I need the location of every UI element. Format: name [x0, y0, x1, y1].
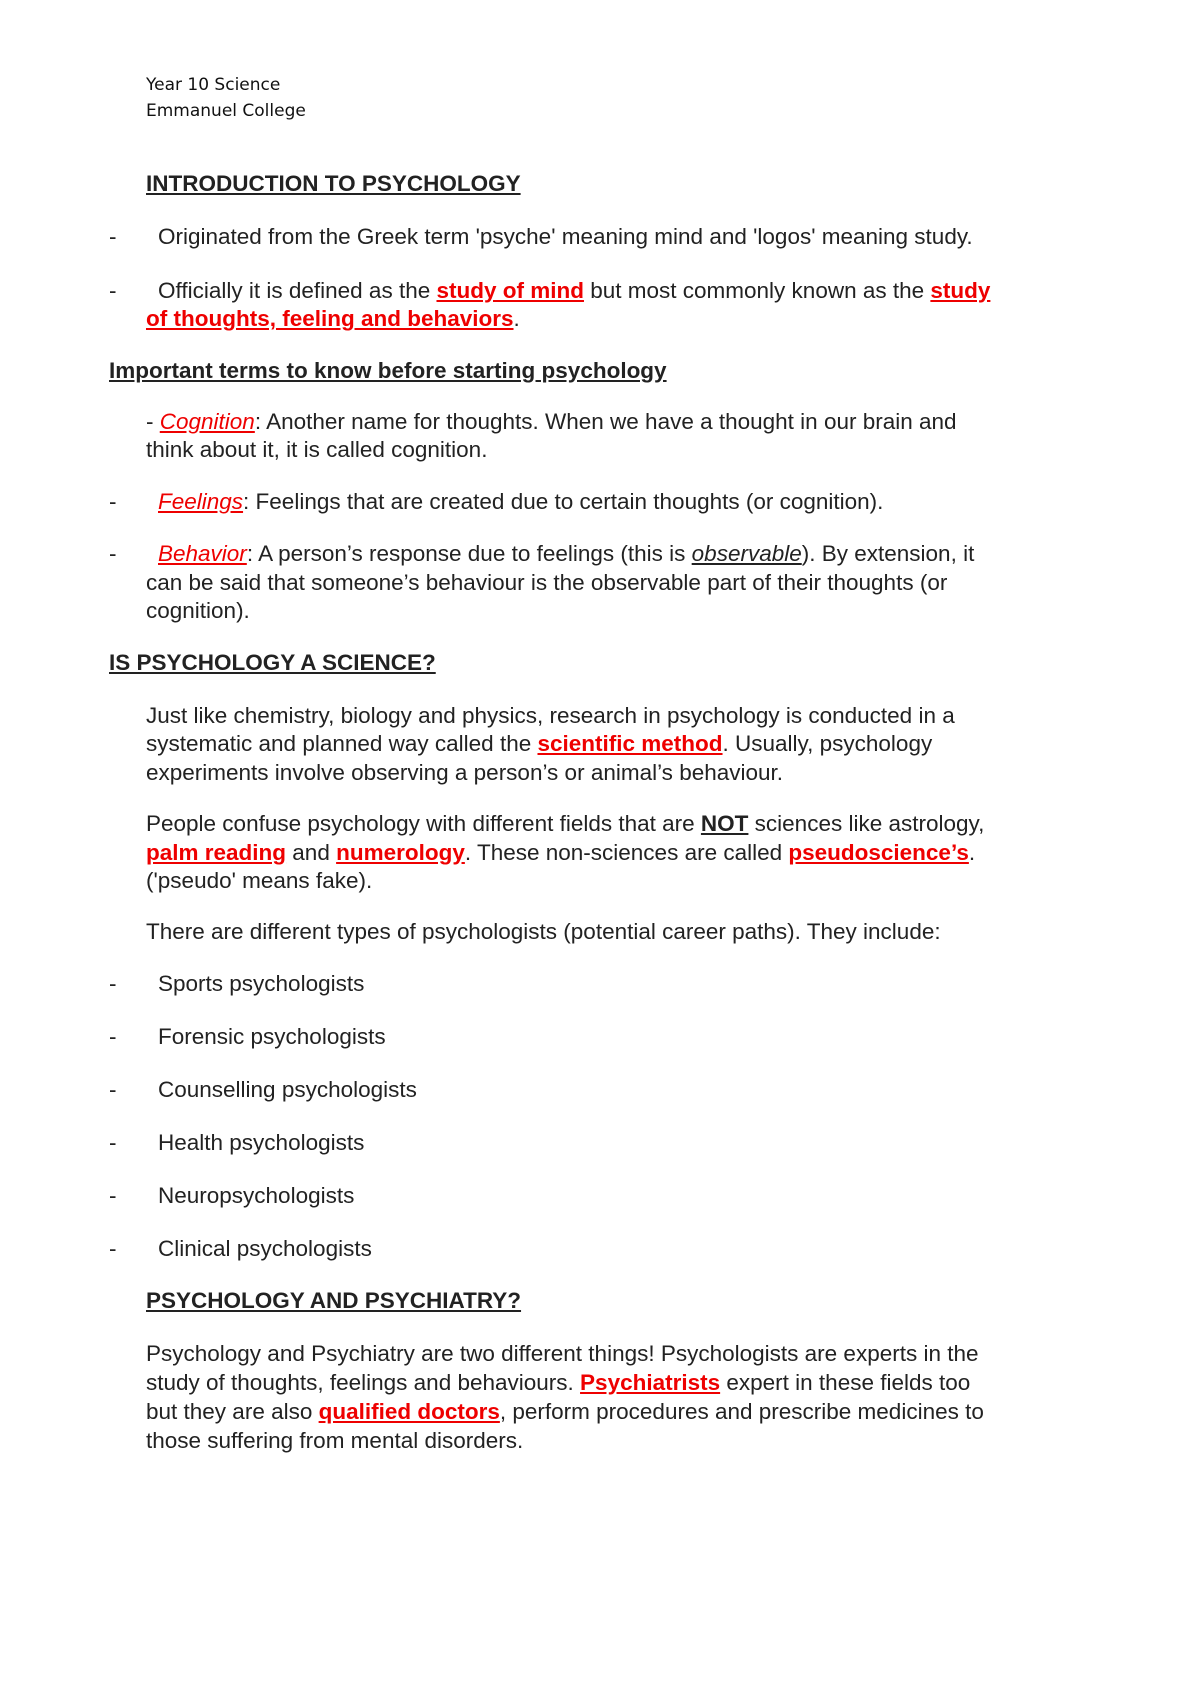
text-run: and — [286, 840, 337, 865]
text-run: ). By extension, it — [801, 541, 975, 566]
text-run: People confuse psychology with different fields that are — [146, 811, 701, 836]
bullet-dash: - — [109, 1024, 117, 1049]
term-behavior — [158, 540, 974, 569]
emphasis-observable: observable — [691, 541, 802, 566]
text-run: but most commonly known as the — [583, 278, 931, 303]
text-run: . Usually, psychology — [722, 731, 933, 756]
term-feelings — [158, 488, 883, 517]
bullet-dash: - — [109, 1130, 117, 1155]
bullet-dash: - — [109, 1077, 117, 1102]
term-behavior-cont1: can be said that someone’s behaviour is the observable part of their thoughts (or — [146, 570, 948, 595]
science-p1-line3: experiments involve observing a person’s or animal’s behaviour. — [146, 760, 784, 785]
term-cognition-label: Cognition — [159, 409, 255, 434]
term-behavior-label: Behavior — [158, 541, 247, 566]
text-run: - — [146, 409, 160, 434]
intro-bullet-definition-cont — [146, 305, 520, 334]
highlight-palm-reading: palm reading — [146, 840, 287, 865]
highlight-psychiatrists: Psychiatrists — [580, 1370, 721, 1395]
list-item: Neuropsychologists — [158, 1183, 355, 1208]
text-run: . — [968, 840, 976, 865]
bullet-dash: - — [109, 971, 117, 996]
bullet-dash: - — [109, 541, 117, 566]
text-run: : Feelings that are created due to certain thoughts (or cognition). — [243, 489, 884, 514]
list-item: Forensic psychologists — [158, 1024, 386, 1049]
science-p2-line2 — [146, 839, 975, 868]
term-behavior-cont2: cognition). — [146, 598, 250, 623]
highlight-scientific-method: scientific method — [537, 731, 723, 756]
text-run: sciences like astrology, — [748, 811, 985, 836]
list-item: Sports psychologists — [158, 971, 365, 996]
text-run: , perform procedures and prescribe medicines to — [499, 1399, 984, 1424]
intro-bullet-origin: Originated from the Greek term 'psyche' meaning mind and 'logos' meaning study. — [158, 224, 973, 249]
term-cognition — [146, 408, 957, 437]
science-p2-line3: ('pseudo' means fake). — [146, 868, 373, 893]
bullet-dash: - — [109, 1183, 117, 1208]
text-run: Officially it is defined as the — [158, 278, 437, 303]
list-item: Health psychologists — [158, 1130, 365, 1155]
header-school: Emmanuel College — [146, 101, 306, 121]
emphasis-not: NOT — [700, 811, 749, 836]
bullet-dash: - — [109, 489, 117, 514]
text-run: but they are also — [146, 1399, 319, 1424]
text-run: . These non-sciences are called — [464, 840, 789, 865]
list-item: Counselling psychologists — [158, 1077, 417, 1102]
text-run: systematic and planned way called the — [146, 731, 538, 756]
section-title-terms: Important terms to know before starting psychology — [109, 358, 667, 383]
section-title-introduction: INTRODUCTION TO PSYCHOLOGY — [146, 171, 521, 196]
science-p2-line1 — [146, 810, 984, 839]
highlight-numerology: numerology — [336, 840, 465, 865]
highlight-qualified-doctors: qualified doctors — [318, 1399, 500, 1424]
science-p1-line1: Just like chemistry, biology and physics, research in psychology is conducted in a — [146, 703, 955, 728]
section-title-science: IS PSYCHOLOGY A SCIENCE? — [109, 650, 436, 675]
text-run: : A person’s response due to feelings (this is — [246, 541, 692, 566]
term-feelings-label: Feelings — [158, 489, 244, 514]
highlight-thoughts-feeling-behaviors: of thoughts, feeling and behaviors — [146, 306, 514, 331]
bullet-dash: - — [109, 224, 117, 249]
text-run: study of thoughts, feelings and behaviours. — [146, 1370, 581, 1395]
intro-bullet-definition — [158, 277, 990, 306]
text-run: expert in these fields too — [720, 1370, 971, 1395]
text-run: : Another name for thoughts. When we have a thought in our brain and — [254, 409, 957, 434]
highlight-study: study — [930, 278, 991, 303]
section-title-psychiatry: PSYCHOLOGY AND PSYCHIATRY? — [146, 1288, 522, 1313]
term-cognition-cont: think about it, it is called cognition. — [146, 437, 488, 462]
science-p1-line2 — [146, 730, 932, 759]
text-run: . — [513, 306, 520, 331]
psychiatry-line3 — [146, 1398, 984, 1427]
highlight-study-of-mind: study of mind — [436, 278, 584, 303]
list-item: Clinical psychologists — [158, 1236, 372, 1261]
psychiatry-line4: those suffering from mental disorders. — [146, 1428, 524, 1453]
science-p3: There are different types of psychologists (potential career paths). They include: — [146, 919, 941, 944]
bullet-dash: - — [109, 278, 117, 303]
header-course: Year 10 Science — [146, 75, 281, 95]
highlight-pseudosciences: pseudoscience’s — [788, 840, 969, 865]
bullet-dash: - — [109, 1236, 117, 1261]
psychiatry-line2 — [146, 1369, 970, 1398]
psychiatry-line1: Psychology and Psychiatry are two different things! Psychologists are experts in the — [146, 1341, 979, 1366]
